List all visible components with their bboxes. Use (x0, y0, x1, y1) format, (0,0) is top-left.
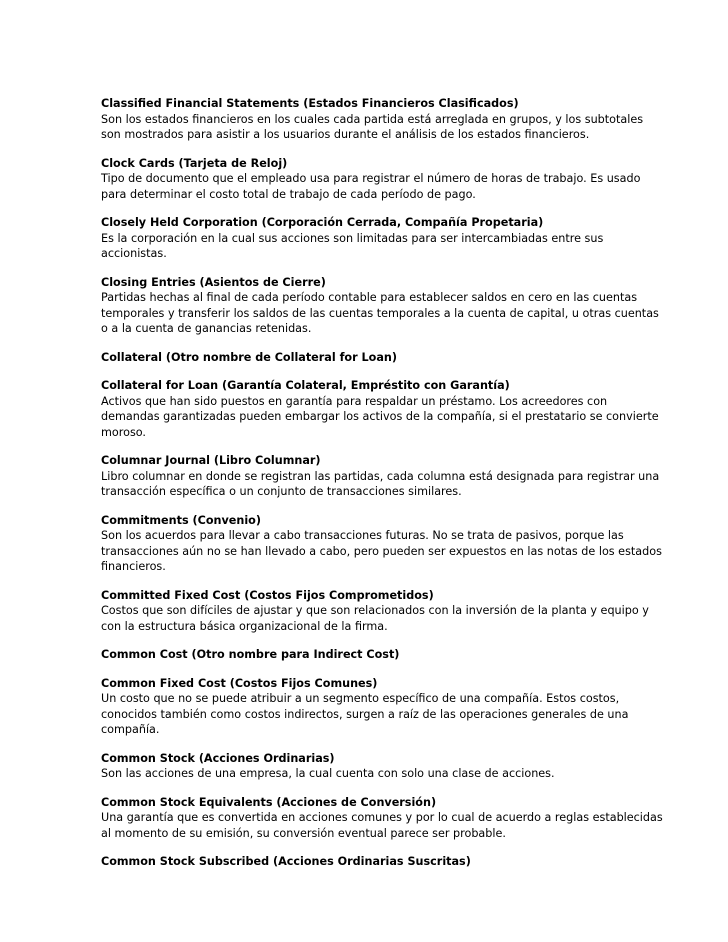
definition-line: transacciones aún no se han llevado a cabo, pero pueden ser expuestos en las notas de los estados (101, 544, 662, 558)
entry-definition (101, 231, 641, 262)
definition-line: Un costo que no se puede atribuir a un segmento específico de una compañía. Estos costos, (101, 692, 620, 705)
definition-line: al momento de su emisión, su conversión eventual parece ser probable. (101, 826, 506, 840)
definition-line: demandas garantizadas pueden embargar los activos de la compañía, si el prestatario se convierte (101, 410, 659, 423)
glossary-entry (101, 215, 641, 262)
glossary-entry (101, 751, 641, 782)
definition-line: accionistas. (101, 247, 167, 260)
glossary-entry (101, 96, 644, 143)
definition-line: con la estructura básica organizacional de la firma. (101, 619, 388, 633)
entry-term: Common Stock Subscribed (Acciones Ordinarias Suscritas) (101, 855, 471, 868)
entry-term: Closing Entries (Asientos de Cierre) (101, 275, 326, 289)
entry-term: Common Stock Equivalents (Acciones de Conversión) (101, 795, 437, 809)
entry-term: Closely Held Corporation (Corporación Cerrada, Compañía Propetaria) (101, 216, 544, 229)
definition-line: Activos que han sido puestos en garantía para respaldar un préstamo. Los acreedores con (101, 394, 608, 408)
entry-definition (101, 469, 660, 500)
entry-term: Common Cost (Otro nombre para Indirect Cost) (101, 648, 400, 661)
definition-line: Son las acciones de una empresa, la cual cuenta con solo una clase de acciones. (101, 767, 555, 780)
glossary-entry (101, 378, 659, 440)
entry-term: Common Fixed Cost (Costos Fijos Comunes) (101, 676, 378, 690)
entry-term: Common Stock (Acciones Ordinarias) (101, 751, 335, 765)
definition-line: transacción específica o un conjunto de transacciones similares. (101, 485, 462, 498)
glossary-page (101, 96, 663, 883)
definition-line: Partidas hechas al final de cada período contable para establecer saldos en cero en las cuentas (101, 291, 638, 304)
glossary-entry (101, 795, 663, 842)
entry-term: Columnar Journal (Libro Columnar) (101, 454, 321, 467)
definition-line: Tipo de documento que el empleado usa para registrar el número de horas de trabajo. Es usado (101, 172, 641, 185)
definition-line: Libro columnar en donde se registran las partidas, cada columna está designada para registrar una (101, 469, 660, 483)
definition-line: son mostrados para asistir a los usuarios durante el análisis de los estados financieros. (101, 128, 590, 141)
entry-definition (101, 290, 659, 337)
glossary-entry (101, 513, 662, 575)
definition-line: moroso. (101, 425, 146, 439)
definition-line: Es la corporación en la cual sus acciones son limitadas para ser intercambiadas entre sus (101, 231, 604, 245)
glossary-entry (101, 854, 641, 870)
glossary-entry (101, 453, 660, 500)
entry-definition (101, 112, 644, 143)
entry-definition (101, 171, 641, 202)
entry-definition (101, 766, 641, 782)
entry-term: Commitments (Convenio) (101, 513, 261, 527)
glossary-entry (101, 647, 641, 663)
entry-term: Collateral (Otro nombre de Collateral for Loan) (101, 350, 397, 364)
glossary-entry (101, 350, 641, 366)
definition-line: compañía. (101, 723, 160, 736)
entry-term: Clock Cards (Tarjeta de Reloj) (101, 156, 288, 170)
entry-definition (101, 603, 649, 634)
glossary-entry (101, 676, 641, 738)
glossary-entry (101, 156, 641, 203)
entry-term: Classified Financial Statements (Estados Financieros Clasificados) (101, 97, 519, 110)
entry-definition (101, 691, 641, 738)
glossary-entry (101, 275, 659, 337)
definition-line: o a la cuenta de ganancias retenidas. (101, 322, 312, 335)
entry-term: Committed Fixed Cost (Costos Fijos Comprometidos) (101, 588, 434, 602)
definition-line: Son los acuerdos para llevar a cabo transacciones futuras. No se trata de pasivos, porque las (101, 529, 624, 542)
entry-definition (101, 394, 659, 441)
definition-line: Son los estados financieros en los cuales cada partida está arreglada en grupos, y los subtotales (101, 112, 644, 126)
definition-line: financieros. (101, 560, 166, 573)
definition-line: para determinar el costo total de trabajo de cada período de pago. (101, 187, 476, 201)
definition-line: temporales y transferir los saldos de las cuentas temporales a la cuenta de capital, u otras cuentas (101, 306, 659, 320)
definition-line: Costos que son difíciles de ajustar y que son relacionados con la inversión de la planta y equipo y (101, 604, 649, 617)
definition-line: Una garantía que es convertida en acciones comunes y por lo cual de acuerdo a reglas establecidas (101, 811, 663, 824)
glossary-entry (101, 588, 649, 635)
entry-term: Collateral for Loan (Garantía Colateral, Empréstito con Garantía) (101, 379, 510, 392)
entry-definition (101, 810, 663, 841)
entry-definition (101, 528, 662, 575)
definition-line: conocidos también como costos indirectos, surgen a raíz de las operaciones generales de una (101, 707, 629, 721)
